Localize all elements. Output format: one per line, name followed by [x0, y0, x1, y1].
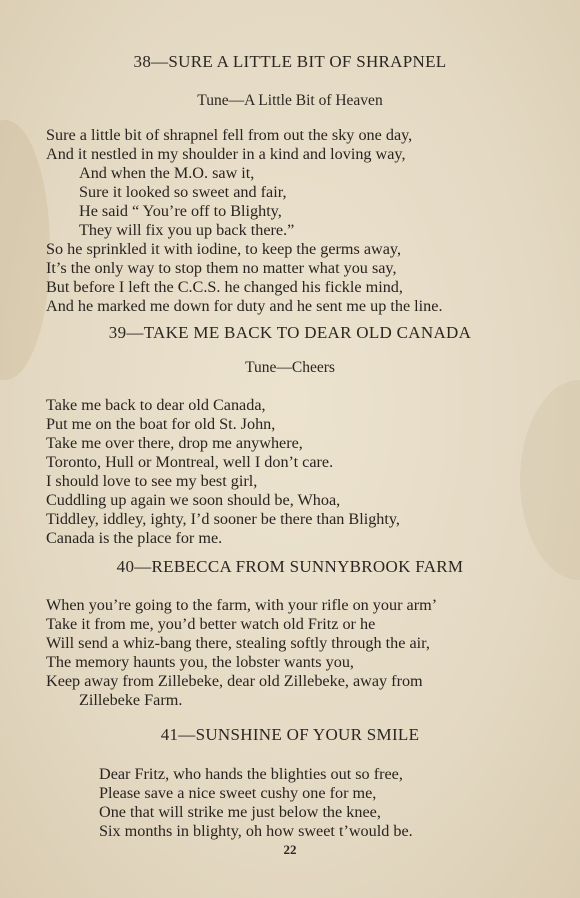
lyric-line: Put me on the boat for old St. John, [46, 415, 276, 433]
lyric-line: Zillebeke Farm. [79, 691, 183, 709]
lyric-line: Take me over there, drop me anywhere, [46, 434, 303, 452]
song-tune-38: Tune—A Little Bit of Heaven [197, 92, 383, 109]
paper-stain [520, 380, 580, 580]
lyric-line: Take me back to dear old Canada, [46, 396, 266, 414]
lyric-line: It’s the only way to stop them no matter what you say, [46, 259, 397, 277]
lyric-line: And he marked me down for duty and he sent me up the line. [46, 297, 443, 315]
lyric-line: Sure it looked so sweet and fair, [79, 183, 287, 201]
song-title-40: 40—REBECCA FROM SUNNYBROOK FARM [116, 557, 464, 576]
lyric-line: He said “ You’re off to Blighty, [79, 202, 282, 220]
song-tune-39: Tune—Cheers [245, 359, 335, 376]
lyric-line: Cuddling up again we soon should be, Whoa, [46, 491, 341, 509]
lyric-line: Take it from me, you’d better watch old Fritz or he [46, 615, 376, 633]
lyric-line: Dear Fritz, who hands the blighties out so free, [99, 765, 403, 783]
song-title-39: 39—TAKE ME BACK TO DEAR OLD CANADA [108, 323, 472, 342]
lyric-line: I should love to see my best girl, [46, 472, 258, 490]
lyric-line: Keep away from Zillebeke, dear old Zillebeke, away from [46, 672, 423, 690]
lyric-line: Sure a little bit of shrapnel fell from out the sky one day, [46, 126, 413, 144]
song-title-41: 41—SUNSHINE OF YOUR SMILE [160, 725, 420, 744]
lyric-line: And it nestled in my shoulder in a kind and loving way, [46, 145, 406, 163]
lyric-line: The memory haunts you, the lobster wants you, [46, 653, 354, 671]
lyric-line: Canada is the place for me. [46, 529, 223, 547]
lyric-line: Six months in blighty, oh how sweet t’would be. [99, 822, 413, 840]
lyric-line: Tiddley, iddley, ighty, I’d sooner be there than Blighty, [46, 510, 400, 528]
lyric-line: But before I left the C.C.S. he changed his fickle mind, [46, 278, 403, 296]
lyric-line: So he sprinkled it with iodine, to keep the germs away, [46, 240, 402, 258]
song-title-38: 38—SURE A LITTLE BIT OF SHRAPNEL [133, 52, 447, 71]
lyric-line: They will fix you up back there.” [79, 221, 295, 239]
page-number: 22 [283, 842, 297, 857]
lyric-line: Please save a nice sweet cushy one for me, [99, 784, 377, 802]
lyric-line: Will send a whiz-bang there, stealing softly through the air, [46, 634, 430, 652]
lyric-line: Toronto, Hull or Montreal, well I don’t care. [46, 453, 334, 471]
lyric-line: When you’re going to the farm, with your rifle on your arm’ [46, 596, 438, 614]
lyric-line: One that will strike me just below the knee, [99, 803, 381, 821]
lyric-line: And when the M.O. saw it, [79, 164, 255, 182]
